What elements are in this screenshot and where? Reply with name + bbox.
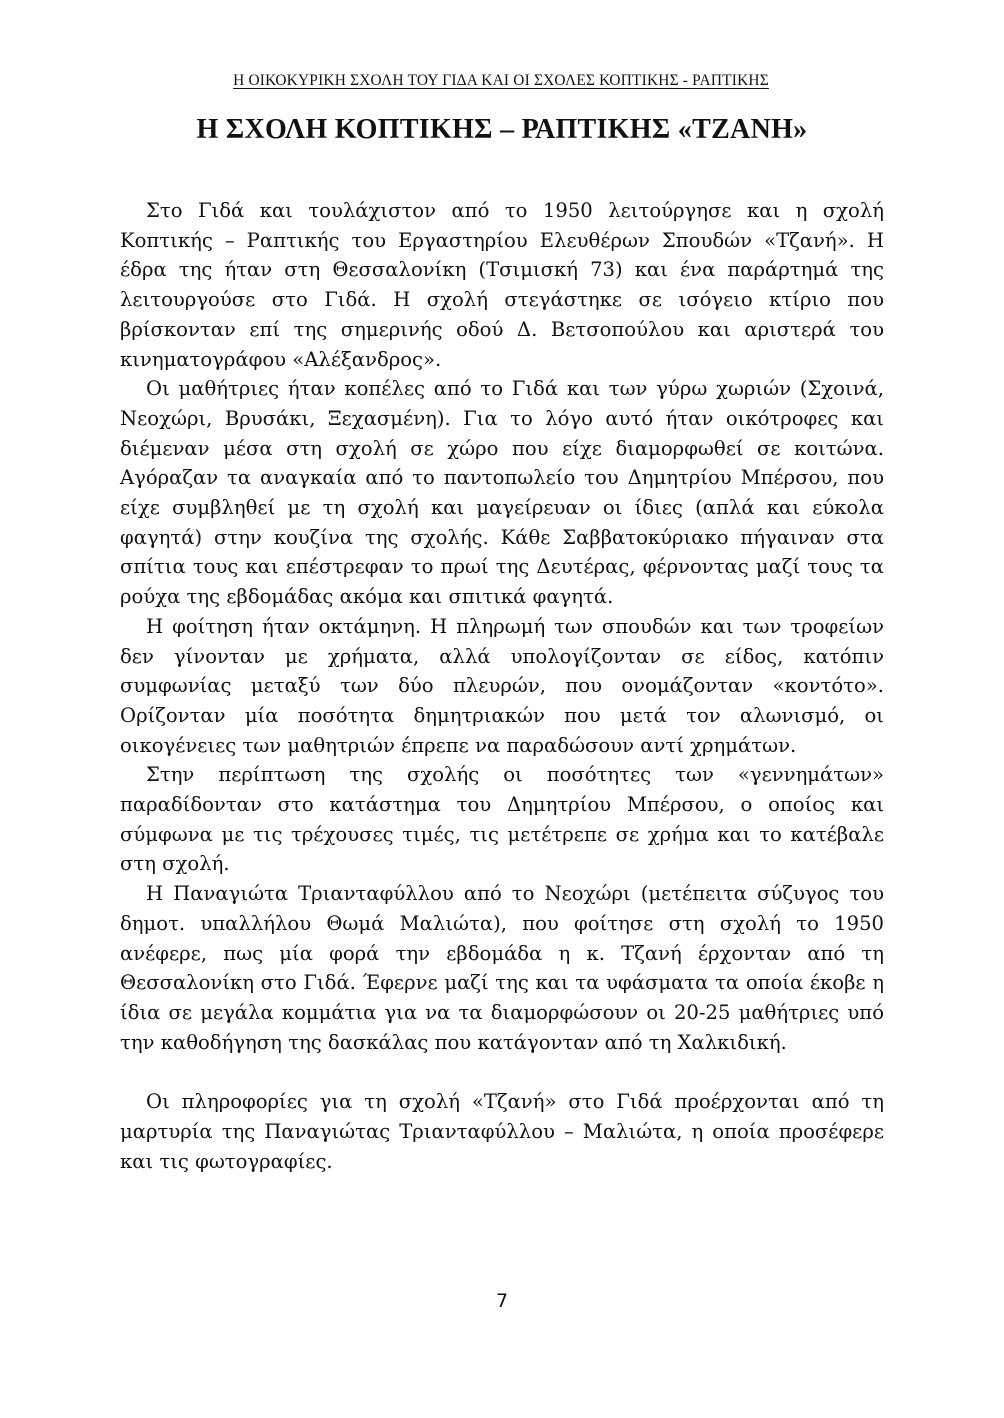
page-number: 7 xyxy=(495,1290,509,1312)
article-title: Η ΣΧΟΛΗ ΚΟΠΤΙΚΗΣ – ΡΑΠΤΙΚΗΣ «ΤΖΑΝΗ» xyxy=(196,114,808,145)
paragraph: Η Παναγιώτα Τριανταφύλλου από το Νεοχώρι (μετέπειτα σύζυγος του δημοτ. υπαλλήλου Θωμά Μαλιώτα), που φοίτησε στη σχολή το 1950 ανέφερε, πως μία φορά την εβδομάδα η κ. Τζανή έρχονταν από τη Θεσσαλονίκη στο Γιδά. Έφερνε μαζί της και τα υφάσματα τα οποία έκοβε η ίδια σε μεγάλα κομμάτια για να τα διαμορφώσουν οι 20-25 μαθήτριες υπό την καθοδήγηση της δασκάλας που κατάγονταν από τη Χαλκιδική. xyxy=(120,882,884,1054)
paragraph: Οι μαθήτριες ήταν κοπέλες από το Γιδά και των γύρω χωριών (Σχοινά, Νεοχώρι, Βρυσάκι, Ξεχασμένη). Για το λόγο αυτό ήταν οικότροφες και διέμεναν μέσα στη σχολή σε χώρο που είχε διαμορφωθεί σε κοιτώνα. Αγόραζαν τα αναγκαία από το παντοπωλείο του Δημητρίου Μπέρσου, που είχε συμβληθεί με τη σχολή και μαγείρευαν οι ίδιες (απλά και εύκολα φαγητά) στην κουζίνα της σχολής. Κάθε Σαββατοκύριακο πήγαιναν στα σπίτια τους και επέστρεφαν το πρωί της Δευτέρας, φέρνοντας μαζί τους τα ρούχα της εβδομάδας ακόμα και σπιτικά φαγητά. xyxy=(120,377,884,609)
paragraph: Στο Γιδά και τουλάχιστον από το 1950 λειτούργησε και η σχολή Κοπτικής – Ραπτικής του Εργαστηρίου Ελευθέρων Σπουδών «Τζανή». Η έδρα της ήταν στη Θεσσαλονίκη (Τσιμισκή 73) και ένα παράρτημά της λειτουργούσε στο Γιδά. Η σχολή στεγάστηκε σε ισόγειο κτίριο που βρίσκονταν επί της σημερινής οδού Δ. Βετσοπούλου και αριστερά του κινηματογράφου «Αλέξανδρος». xyxy=(120,199,884,371)
paragraph: Η φοίτηση ήταν οκτάμηνη. Η πληρωμή των σπουδών και των τροφείων δεν γίνονταν με χρήματα, αλλά υπολογίζονταν σε είδος, κατόπιν συμφωνίας μεταξύ των δύο πλευρών, που ονομάζονταν «κοντότο». Ορίζονταν μία ποσότητα δημητριακών που μετά τον αλωνισμό, οι οικογένειες των μαθητριών έπρεπε να παραδώσουν αντί χρημάτων. xyxy=(120,614,884,757)
source-note: Οι πληροφορίες για τη σχολή «Τζανή» στο Γιδά προέρχονται από τη μαρτυρία της Παναγιώτας Τριανταφύλλου – Μαλιώτα, η οποία προσέφερε και τις φωτογραφίες. xyxy=(120,1090,884,1173)
running-header: Η ΟΙΚΟΚΥΡΙΚΗ ΣΧΟΛΗ ΤΟΥ ΓΙΔΑ ΚΑΙ ΟΙ ΣΧΟΛΕΣ ΚΟΠΤΙΚΗΣ - ΡΑΠΤΙΚΗΣ xyxy=(233,72,769,89)
paragraph: Στην περίπτωση της σχολής οι ποσότητες των «γεννημάτων» παραδίδονταν στο κατάστημα του Δημητρίου Μπέρσου, ο οποίος και σύμφωνα με τις τρέχουσες τιμές, τις μετέτρεπε σε χρήμα και το κατέβαλε στη σχολή. xyxy=(120,763,884,876)
article-body xyxy=(120,196,884,1177)
